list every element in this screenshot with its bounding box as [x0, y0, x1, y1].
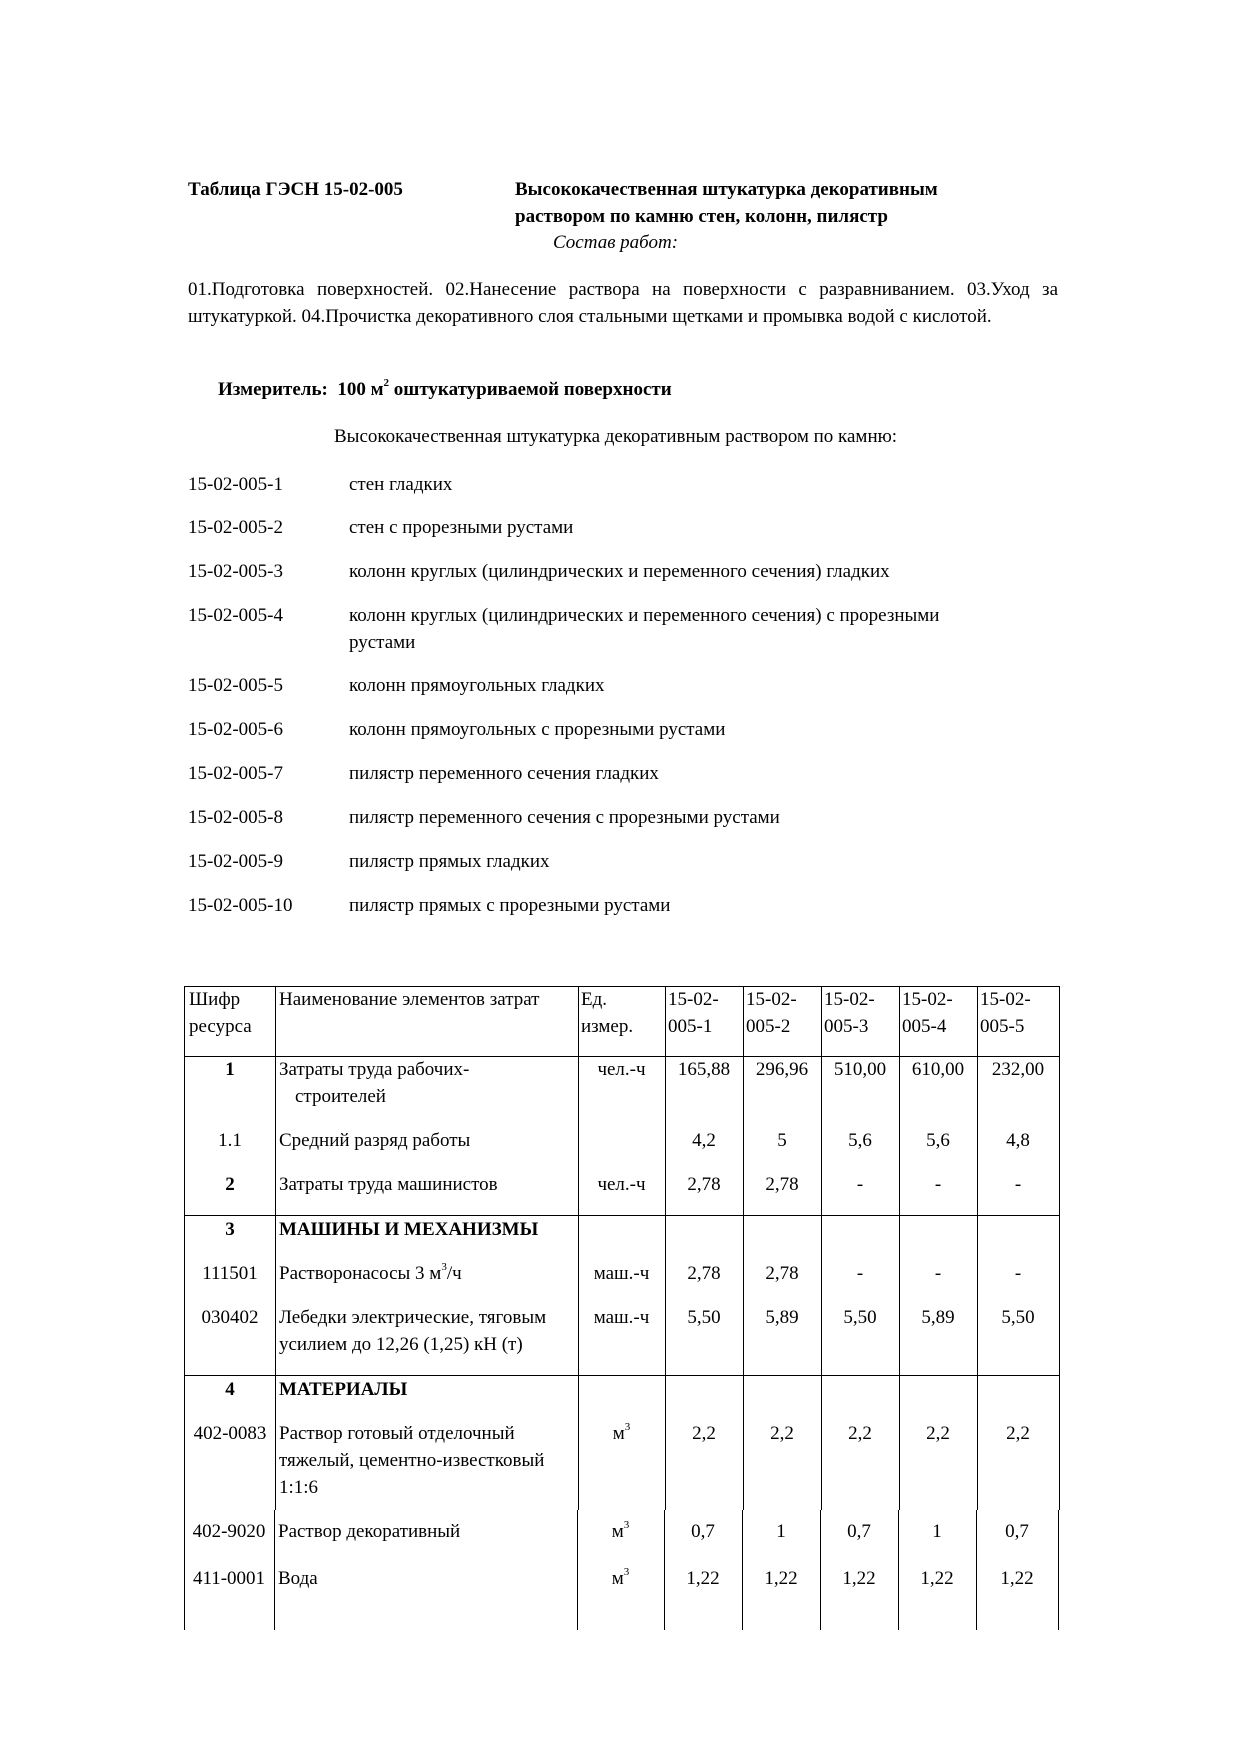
title-line-1: Высококачественная штукатурка декоративным: [515, 179, 938, 200]
table-label: Таблица ГЭСН 15-02-005: [188, 179, 403, 200]
row-111501-name: Растворонасосы 3 $м^3/ч$: [279, 1260, 462, 1284]
row-111501-v5: -: [1014, 1263, 1022, 1284]
row-3-name: МАШИНЫ И МЕХАНИЗМЫ: [279, 1219, 539, 1240]
row-111501-unit: маш.-ч: [593, 1263, 650, 1284]
measure-value: 100 $м^2$ оштукатуриваемой поверхности: [337, 376, 672, 400]
row-402-9020-v1: 0,7: [691, 1521, 715, 1542]
row-1-name: Затраты труда рабочих- строителей: [279, 1059, 470, 1107]
header-col-3: 15-02- 005-3: [824, 989, 875, 1037]
row-2-v2: 2,78: [765, 1174, 799, 1195]
header-col-2: 15-02- 005-2: [746, 989, 797, 1037]
subtitle: Высококачественная штукатурка декоративным раствором по камню:: [334, 426, 898, 447]
row-111501-v3: -: [856, 1263, 864, 1284]
row-402-9020-name: Раствор декоративный: [278, 1521, 461, 1542]
row-411-0001-v1: 1,22: [686, 1568, 720, 1589]
row-111501-v1: 2,78: [687, 1263, 721, 1284]
resource-table: [184, 986, 1060, 1510]
composition-label: Состав работ:: [553, 232, 679, 253]
row-402-0083-v2: 2,2: [770, 1423, 794, 1444]
row-402-0083-v4: 2,2: [926, 1423, 950, 1444]
row-2-v4: -: [934, 1174, 942, 1195]
row-1-1-v4: 5,6: [926, 1130, 950, 1151]
header-name: Наименование элементов затрат: [279, 989, 540, 1010]
row-402-9020-v4: 1: [932, 1521, 942, 1542]
header-col-5: 15-02- 005-5: [980, 989, 1031, 1037]
table-divider: [275, 986, 276, 1510]
row-111501-v2: 2,78: [765, 1263, 799, 1284]
row-030402-code: 030402: [201, 1307, 259, 1328]
row-411-0001-v3: 1,22: [842, 1568, 876, 1589]
row-1-1-name: Средний разряд работы: [279, 1130, 471, 1151]
row-1-v2: 296,96: [755, 1059, 809, 1080]
header-code: Шифр ресурса: [189, 989, 252, 1037]
row-4-name: МАТЕРИАЛЫ: [279, 1379, 408, 1400]
title-line-2: раствором по камню стен, колонн, пилястр: [515, 206, 888, 227]
header-col-1: 15-02- 005-1: [668, 989, 719, 1037]
row-030402-v5: 5,50: [1001, 1307, 1035, 1328]
row-411-0001-code: 411-0001: [192, 1568, 266, 1589]
row-4-code: 4: [225, 1379, 235, 1400]
row-402-9020-v2: 1: [776, 1521, 786, 1542]
row-030402-v4: 5,89: [921, 1307, 955, 1328]
row-2-code: 2: [225, 1174, 235, 1195]
row-1-1-v2: 5: [777, 1130, 787, 1151]
row-411-0001-v4: 1,22: [920, 1568, 954, 1589]
header-col-4: 15-02- 005-4: [902, 989, 953, 1037]
row-411-0001-v2: 1,22: [764, 1568, 798, 1589]
row-1-v3: 510,00: [833, 1059, 887, 1080]
row-1-v1: 165,88: [677, 1059, 731, 1080]
row-402-0083-name: Раствор готовый отделочный тяжелый, цементно-известковый 1:1:6: [279, 1423, 545, 1498]
row-402-9020-code-cell: 402-9020: [192, 1521, 266, 1542]
header-unit: Ед. измер.: [581, 989, 634, 1037]
resource-table-tail: [184, 1510, 1060, 1630]
row-402-0083-v1: 2,2: [692, 1423, 716, 1444]
row-1-1-v1: 4,2: [692, 1130, 716, 1151]
row-030402-v2: 5,89: [765, 1307, 799, 1328]
row-411-0001-unit: $м^3$: [611, 1565, 630, 1589]
row-030402-v1: 5,50: [687, 1307, 721, 1328]
row-411-0001-name: Вода: [278, 1568, 318, 1589]
row-2-unit: чел.-ч: [597, 1174, 646, 1195]
row-111501-code: 111501: [202, 1263, 258, 1284]
row-2-v3: -: [856, 1174, 864, 1195]
row-2-name: Затраты труда машинистов: [279, 1174, 498, 1195]
row-1-1-v5: 4,8: [1006, 1130, 1030, 1151]
row-402-9020-v3: 0,7: [847, 1521, 871, 1542]
row-2-v1: 2,78: [687, 1174, 721, 1195]
row-111501-v4: -: [934, 1263, 942, 1284]
row-1-unit: чел.-ч: [597, 1059, 646, 1080]
row-402-9020-v5: 0,7: [1005, 1521, 1029, 1542]
row-030402-name: Лебедки электрические, тяговым усилием до 12,26 (1,25) кН (т): [279, 1307, 547, 1355]
row-3-code: 3: [225, 1219, 235, 1240]
row-1-v4: 610,00: [911, 1059, 965, 1080]
measure-label: Измеритель:: [218, 379, 328, 400]
row-402-0083-v5: 2,2: [1006, 1423, 1030, 1444]
list-item: 15-02-005-4 колонн круглых (цилиндрических и переменного сечения) с прорезными рустами: [188, 605, 940, 653]
measure: [218, 376, 672, 403]
row-1-1-v3: 5,6: [848, 1130, 872, 1151]
row-402-0083-code: 402-0083: [193, 1423, 267, 1444]
row-1-1-code: 1.1: [218, 1130, 242, 1151]
row-1-code: 1: [225, 1059, 235, 1080]
row-402-0083-v3: 2,2: [848, 1423, 872, 1444]
row-402-9020-unit: $м^3$: [611, 1518, 630, 1542]
composition-text: 01.Подготовка поверхностей. 02.Нанесение раствора на поверхности с разравниванием. 03.Уход за штукатуркой. 04.Прочистка декоративного слоя стальными щетками и промывка водой с кислотой.: [188, 279, 1058, 327]
row-030402-unit: маш.-ч: [593, 1307, 650, 1328]
row-411-0001-v5: 1,22: [1000, 1568, 1034, 1589]
row-1-v5: 232,00: [991, 1059, 1045, 1080]
row-2-v5: -: [1014, 1174, 1022, 1195]
row-402-0083-unit: $м^3$: [612, 1420, 631, 1444]
row-030402-v3: 5,50: [843, 1307, 877, 1328]
